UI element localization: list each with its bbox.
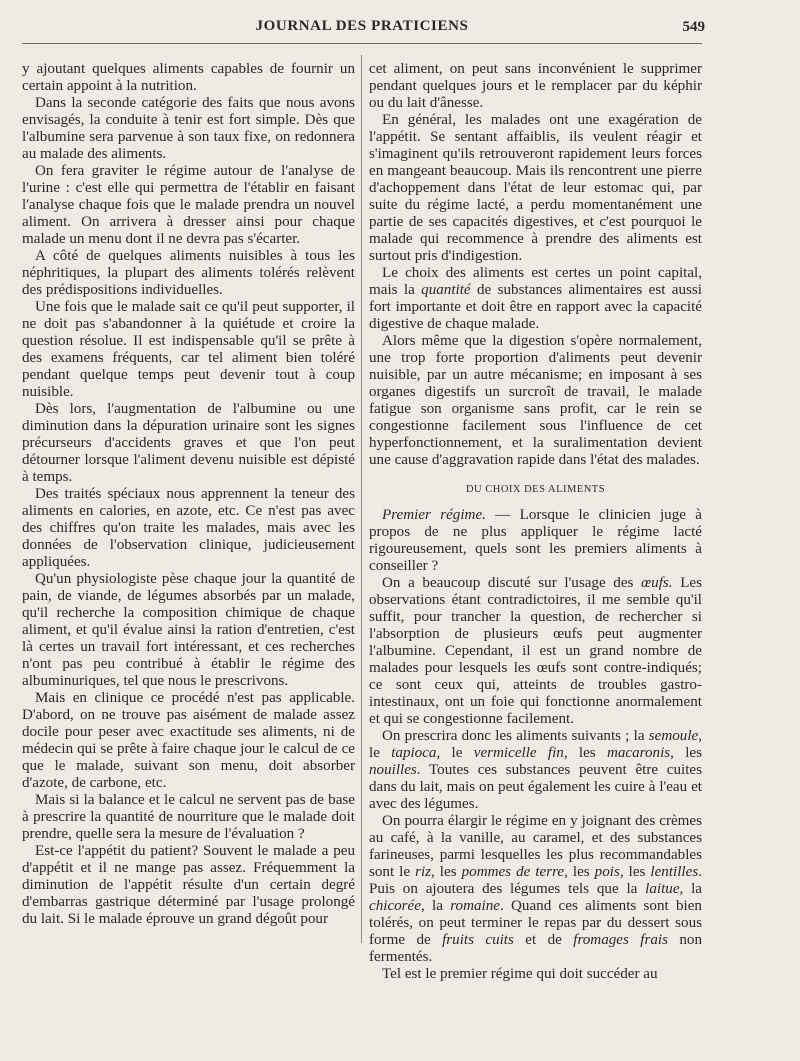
- paragraph: Est-ce l'appétit du patient? Souvent le malade a peu d'appétit et il ne mange pas assez. Fréquemment la diminution de l'appétit résulte d'un certain degré d'embarras gastrique déterminé par l'usage prolongé du lait. Si le malade éprouve un grand dégoût pour: [22, 843, 355, 927]
- left-column: [22, 61, 355, 928]
- paragraph: Mais si la balance et le calcul ne servent pas de base à prescrire la quantité de nourriture que le malade doit prendre, quelle sera la mesure de l'évaluation ?: [22, 792, 355, 842]
- paragraph: Dès lors, l'augmentation de l'albumine ou une diminution dans la dépuration urinaire sont les signes précurseurs d'accidents graves et que l'on peut détourner lorsque l'aliment devenu nuisible est dépisté à temps.: [22, 401, 355, 485]
- paragraph: Dans la seconde catégorie des faits que nous avons envisagés, la conduite à tenir est fort simple. Dès que l'albumine sera parvenue à son taux fixe, on redonnera au malade des aliments.: [22, 95, 355, 162]
- paragraph: Alors même que la digestion s'opère normalement, une trop forte proportion d'aliments peut devenir nuisible, par un autre mécanisme; en imposant à ses organes digestifs un surcroît de travail, le malade fatigue son organisme sans profit, car le rein se congestionne facilement sous l'influence de cet hyperfonctionnement, et la suralimentation devient une cause d'aggravation rapide dans l'état des malades.: [369, 333, 702, 468]
- paragraph: y ajoutant quelques aliments capables de fournir un certain appoint à la nutrition.: [22, 61, 355, 94]
- paragraph: Tel est le premier régime qui doit succéder au: [382, 966, 658, 982]
- paragraph: Le choix des aliments est certes un point capital, mais la quantité de substances alimentaires est aussi fort importante et doit être en rapport avec la capacité digestive de chaque malade.: [369, 265, 702, 332]
- header-rule: [22, 43, 702, 44]
- paragraph: A côté de quelques aliments nuisibles à tous les néphritiques, la plupart des aliments tolérés relèvent des prédispositions individuelles.: [22, 248, 355, 298]
- journal-title: JOURNAL DES PRATICIENS: [255, 18, 469, 34]
- right-column: [369, 61, 702, 983]
- page-number: 549: [682, 19, 705, 35]
- column-divider: [361, 55, 362, 943]
- paragraph: On a beaucoup discuté sur l'usage des œufs. Les observations étant contradictoires, il me semble qu'il suffit, pour trancher la question, de rechercher si l'absorption de plusieurs œufs peut augmenter l'albumine. Cependant, il est un grand nombre de malades pour lesquels les œufs sont contre-indiqués; ce sont ceux qui, atteints de troubles gastro-intestinaux, ont un foie qui fonctionne anormalement et qui se congestionne facilement.: [369, 575, 702, 727]
- running-head: [22, 18, 705, 46]
- paragraph: On pourra élargir le régime en y joignant des crèmes au café, à la vanille, au caramel, et des substances farineuses, parmi lesquelles les plus recommandables sont le riz, les pommes de terre, les pois, les lentilles. Puis on ajoutera des légumes tels que la laitue, la chicorée, la romaine. Quand ces aliments sont bien tolérés, on peut terminer le repas par du dessert sous forme de fruits cuits et de fromages frais non fermentés.: [369, 813, 703, 965]
- paragraph: On fera graviter le régime autour de l'analyse de l'urine : c'est elle qui permettra de l'établir en faisant l'analyse chaque fois que le malade prendra un nouvel aliment. On arrivera à dresser ainsi pour chaque malade un menu dont il ne devra pas s'écarter.: [22, 163, 355, 247]
- paragraph: Une fois que le malade sait ce qu'il peut supporter, il ne doit pas s'abandonner à la quiétude et croire la question résolue. Il est indispensable qu'il se prête à des examens fréquents, car tel aliment bien toléré pendant quelque temps peut devenir tout à coup nuisible.: [22, 299, 355, 400]
- paragraph: cet aliment, on peut sans inconvénient le supprimer pendant quelques jours et le remplacer par du képhir ou du lait d'ânesse.: [369, 61, 702, 111]
- paragraph: Premier régime. — Lorsque le clinicien juge à propos de ne plus appliquer le régime lacté rigoureusement, quels sont les premiers aliments à conseiller ?: [369, 507, 702, 574]
- paragraph: On prescrira donc les aliments suivants ; la semoule, le tapioca, le vermicelle fin, les macaronis, les nouilles. Toutes ces substances peuvent être cuites dans du lait, mais on peut également les cuire à l'eau et avec des légumes.: [369, 728, 702, 812]
- paragraph: En général, les malades ont une exagération de l'appétit. Se sentant affaiblis, ils veulent réagir et s'imaginent qu'ils retrouveront rapidement leurs forces en mangeant beaucoup. Mais ils rencontrent une pierre d'achoppement dans l'état de leur estomac qui, par suite du régime lacté, a perdu momentanément une partie de ses capacités digestives, et c'est pourquoi le malade qui recommence à prendre des aliments est surtout pris d'indigestion.: [369, 112, 702, 264]
- paragraph: Mais en clinique ce procédé n'est pas applicable. D'abord, on ne trouve pas aisément de malade assez docile pour peser avec exactitude ses aliments, ni de médecin qui se prête à faire chaque jour le calcul de ce que le malade, suivant son menu, doit absorber d'azote, de carbone, etc.: [22, 690, 355, 791]
- section-heading: DU CHOIX DES ALIMENTS: [465, 484, 606, 495]
- paragraph: Des traités spéciaux nous apprennent la teneur des aliments en calories, en azote, etc. Ce n'est pas avec des chiffres qu'on traite les malades, mais avec les données de l'observation clinique, judicieusement appliquées.: [22, 486, 355, 570]
- paragraph: Qu'un physiologiste pèse chaque jour la quantité de pain, de viande, de légumes absorbés par un malade, qu'il recherche la composition chimique de chaque aliment, et qu'il évalue ainsi la ration d'entretien, c'est là certes un travail fort intéressant, et ces recherches n'ont pas peu contribué à établir le régime des albuminuriques, tel que nous le prescrivons.: [22, 571, 355, 689]
